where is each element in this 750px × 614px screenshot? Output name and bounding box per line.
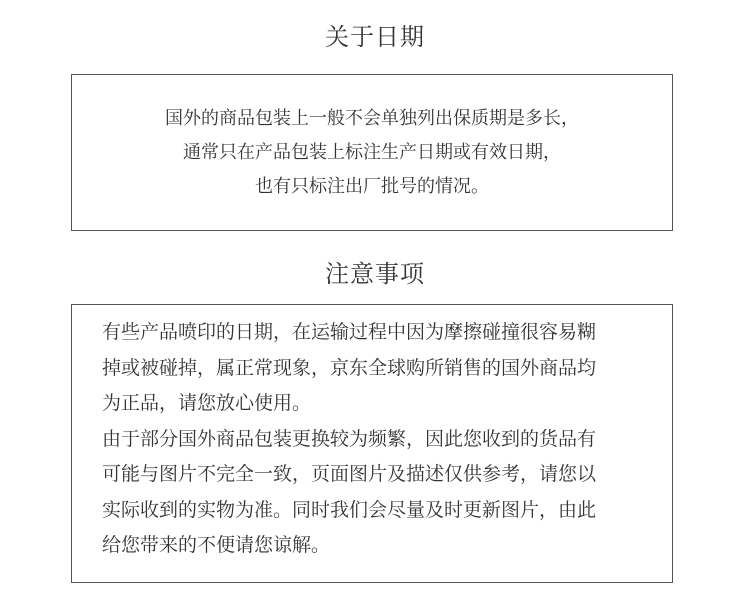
- notes-line: 有些产品喷印的日期，在运输过程中因为摩擦碰撞很容易糊: [102, 321, 597, 343]
- notes-line: 实际收到的实物为准。同时我们会尽量及时更新图片，由此: [102, 498, 597, 521]
- about-date-line: 也有只标注出厂批号的情况。: [255, 176, 489, 197]
- notes-line: 由于部分国外商品包装更换较为频繁，因此您收到的货品有: [102, 427, 597, 450]
- notes-box: [71, 304, 673, 583]
- notes-line: 为正品，请您放心使用。: [102, 392, 312, 414]
- notes-line: 给您带来的不便请您谅解。: [102, 534, 331, 556]
- about-date-line: 国外的商品包装上一般不会单独列出保质期是多长，: [165, 108, 579, 129]
- about-date-line: 通常只在产品包装上标注生产日期或有效日期，: [183, 142, 561, 163]
- notes-heading: 注意事项: [325, 260, 425, 288]
- about-date-heading: 关于日期: [325, 23, 425, 51]
- about-date-box: [71, 74, 673, 231]
- notes-line: 掉或被碰掉，属正常现象，京东全球购所销售的国外商品均: [102, 356, 597, 379]
- notes-line: 可能与图片不完全一致，页面图片及描述仅供参考，请您以: [102, 463, 597, 485]
